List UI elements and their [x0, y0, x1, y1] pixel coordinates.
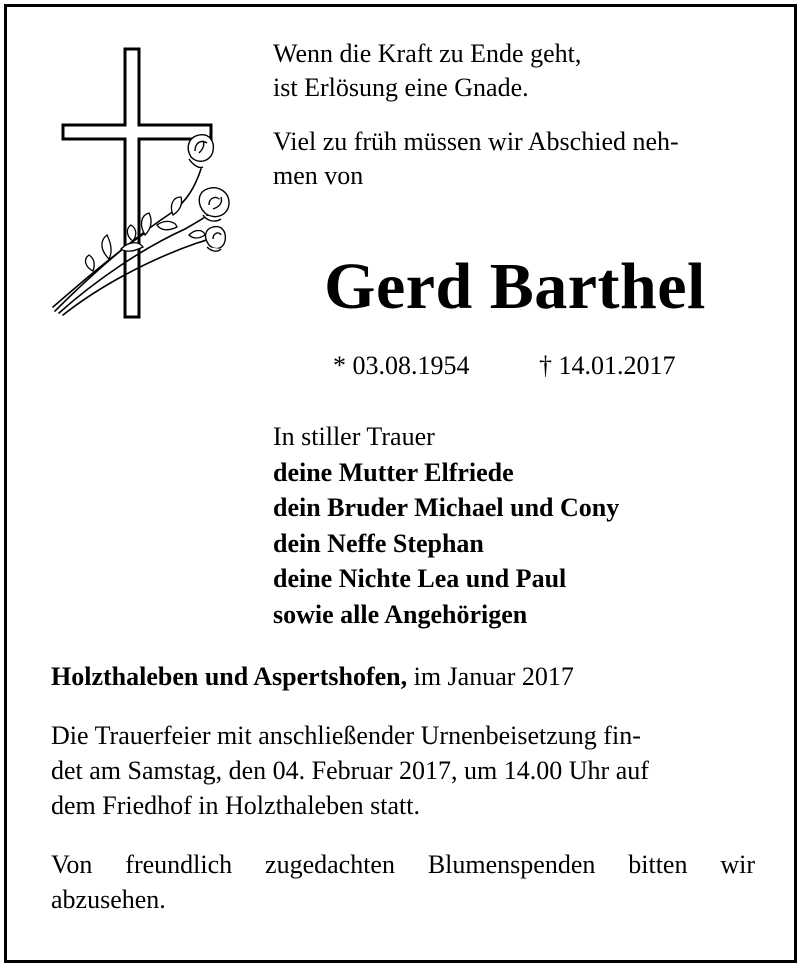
ceremony-line-1: Die Trauerfeier mit anschließender Urnenbeisetzung fin-	[51, 721, 641, 750]
mourner-item: dein Neffe Stephan	[273, 528, 484, 558]
mourner-item: deine Mutter Elfriede	[273, 457, 514, 487]
ceremony-line-2: det am Samstag, den 04. Februar 2017, um 14.00 Uhr auf	[51, 756, 649, 785]
verse-stanza	[273, 37, 763, 105]
place-name: Holzthaleben und Aspertshofen,	[51, 662, 408, 691]
flowers-line-1: Von freundlich zugedachten Blumenspenden bitten wir	[51, 850, 755, 879]
cross-with-roses-icon	[49, 45, 234, 325]
farewell-line-1: Viel zu früh müssen wir Abschied neh-	[273, 127, 679, 156]
notice-date: im Januar 2017	[407, 662, 574, 691]
flowers-request	[51, 847, 755, 917]
mourners-list	[273, 455, 753, 633]
ceremony-info	[51, 718, 755, 823]
birth-date: * 03.08.1954	[333, 351, 470, 380]
farewell-text	[273, 125, 763, 193]
farewell-line-2: men von	[273, 161, 364, 190]
mourner-item: deine Nichte Lea und Paul	[273, 564, 567, 593]
mourners-block	[273, 419, 753, 632]
mourning-intro: In stiller Trauer	[273, 422, 435, 451]
death-date: † 14.01.2017	[539, 351, 676, 380]
place-date-line	[51, 659, 755, 694]
verse	[273, 37, 763, 193]
mourner-item: sowie alle Angehörigen	[273, 599, 528, 629]
mourner-item: dein Bruder Michael und Cony	[273, 493, 620, 522]
deceased-name: Gerd Barthel	[324, 250, 706, 323]
verse-line-1: Wenn die Kraft zu Ende geht,	[273, 39, 582, 68]
notice-body	[51, 659, 755, 917]
verse-line-2: ist Erlösung eine Gnade.	[273, 73, 529, 102]
ceremony-line-3: dem Friedhof in Holzthaleben statt.	[51, 791, 420, 820]
flowers-line-2: abzusehen.	[51, 885, 166, 914]
obituary-notice	[4, 4, 797, 963]
